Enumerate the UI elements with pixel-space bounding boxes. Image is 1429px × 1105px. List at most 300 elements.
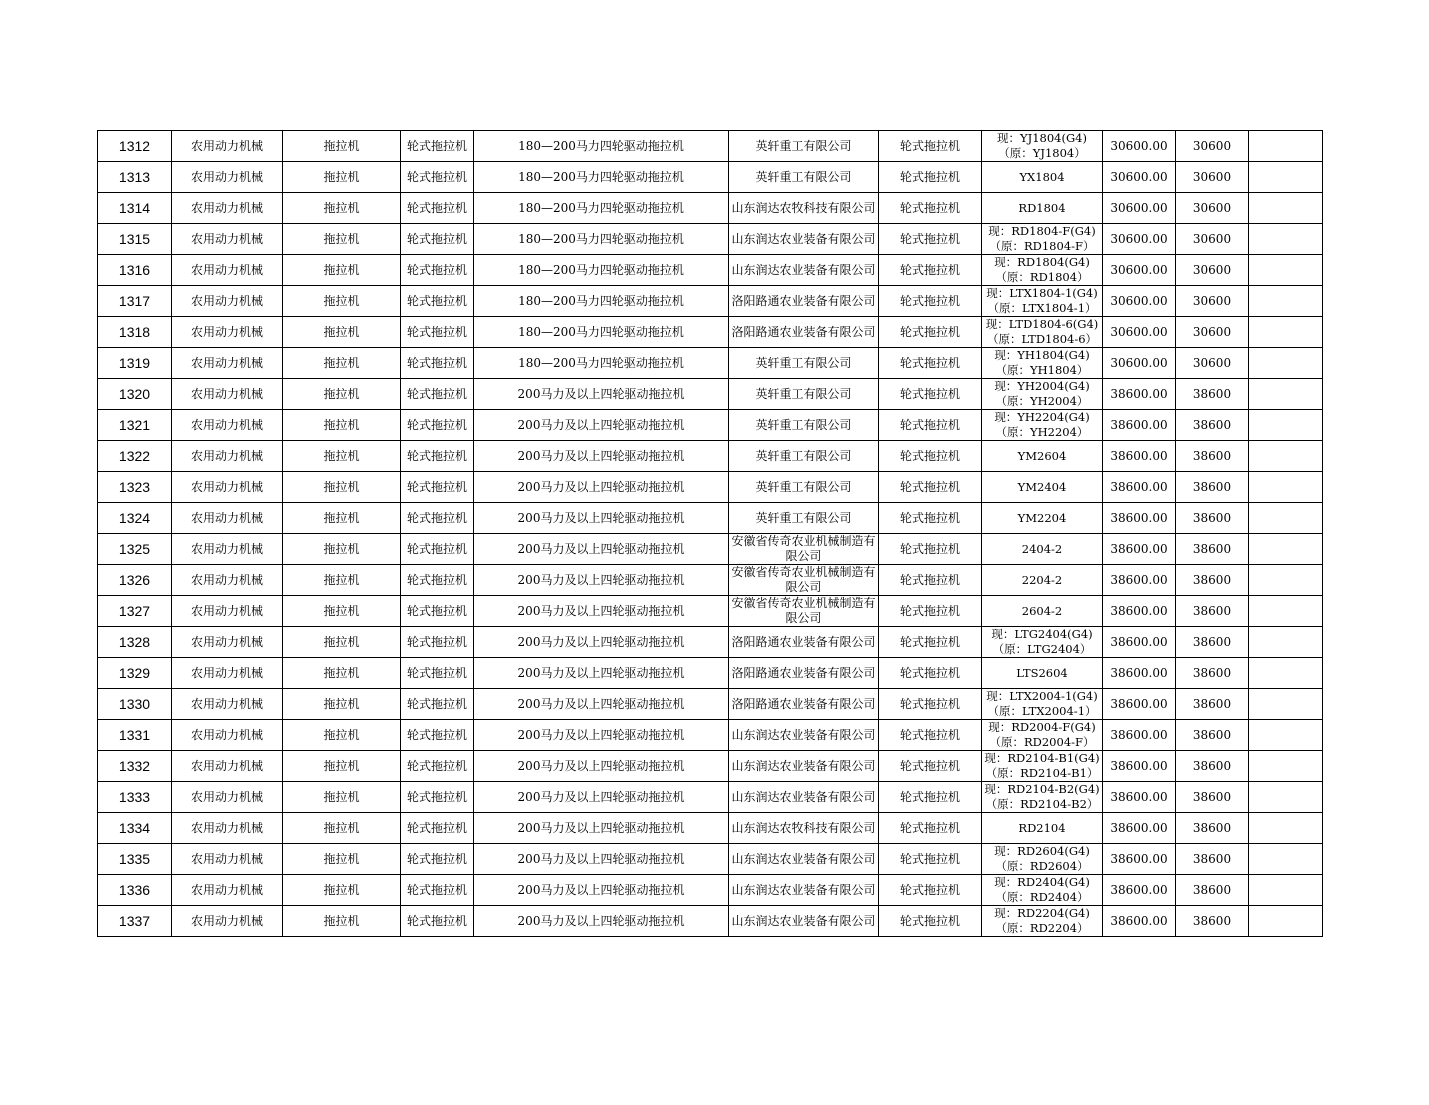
price-cell: 38600.00 — [1103, 720, 1176, 751]
type-cell: 拖拉机 — [283, 534, 401, 565]
price-cell: 30600.00 — [1103, 286, 1176, 317]
note-cell — [1249, 255, 1323, 286]
note-cell — [1249, 193, 1323, 224]
subtype-cell: 轮式拖拉机 — [401, 472, 474, 503]
table-row — [98, 782, 1323, 813]
row-number: 1321 — [98, 410, 172, 441]
product-cell: 轮式拖拉机 — [879, 689, 982, 720]
price-cell: 38600.00 — [1103, 534, 1176, 565]
model-cell — [982, 720, 1103, 751]
subsidy-cell: 38600 — [1176, 782, 1249, 813]
subtype-cell: 轮式拖拉机 — [401, 720, 474, 751]
model-cell — [982, 689, 1103, 720]
manufacturer-cell: 英轩重工有限公司 — [729, 131, 879, 162]
product-cell: 轮式拖拉机 — [879, 255, 982, 286]
model-line: （原：RD2104-B1） — [985, 766, 1099, 780]
row-number: 1312 — [98, 131, 172, 162]
model-line: 现：RD1804(G4) — [994, 255, 1090, 269]
category-cell: 农用动力机械 — [172, 379, 283, 410]
model-line: （原：LTG2404） — [992, 642, 1092, 656]
note-cell — [1249, 534, 1323, 565]
table-row — [98, 472, 1323, 503]
subsidy-cell: 38600 — [1176, 565, 1249, 596]
type-cell: 拖拉机 — [283, 565, 401, 596]
subsidy-cell: 38600 — [1176, 410, 1249, 441]
type-cell: 拖拉机 — [283, 193, 401, 224]
table-row — [98, 317, 1323, 348]
model-cell — [982, 627, 1103, 658]
subsidy-cell: 30600 — [1176, 131, 1249, 162]
model-line: 2604-2 — [1021, 603, 1063, 618]
type-cell: 拖拉机 — [283, 162, 401, 193]
table-row — [98, 875, 1323, 906]
model-line: 现：RD2404(G4) — [994, 875, 1090, 889]
category-cell: 农用动力机械 — [172, 162, 283, 193]
subsidy-cell: 38600 — [1176, 534, 1249, 565]
price-cell: 38600.00 — [1103, 906, 1176, 937]
subsidy-cell: 30600 — [1176, 162, 1249, 193]
model-line: （原：RD2004-F） — [989, 735, 1095, 749]
product-cell: 轮式拖拉机 — [879, 162, 982, 193]
row-number: 1326 — [98, 565, 172, 596]
price-cell: 38600.00 — [1103, 627, 1176, 658]
manufacturer-cell: 安徽省传奇农业机械制造有限公司 — [729, 596, 879, 627]
model-cell — [982, 844, 1103, 875]
price-cell: 38600.00 — [1103, 751, 1176, 782]
table-row — [98, 596, 1323, 627]
category-cell: 农用动力机械 — [172, 813, 283, 844]
subtype-cell: 轮式拖拉机 — [401, 348, 474, 379]
model-line: YM2604 — [1017, 448, 1067, 463]
model-cell — [982, 534, 1103, 565]
category-cell: 农用动力机械 — [172, 286, 283, 317]
model-cell — [982, 472, 1103, 503]
table-row — [98, 379, 1323, 410]
table-row — [98, 286, 1323, 317]
row-number: 1334 — [98, 813, 172, 844]
row-number: 1329 — [98, 658, 172, 689]
note-cell — [1249, 162, 1323, 193]
row-number: 1313 — [98, 162, 172, 193]
manufacturer-cell: 洛阳路通农业装备有限公司 — [729, 658, 879, 689]
note-cell — [1249, 627, 1323, 658]
row-number: 1332 — [98, 751, 172, 782]
category-cell: 农用动力机械 — [172, 472, 283, 503]
manufacturer-cell: 山东润达农牧科技有限公司 — [729, 813, 879, 844]
product-cell: 轮式拖拉机 — [879, 565, 982, 596]
category-cell: 农用动力机械 — [172, 441, 283, 472]
manufacturer-cell: 山东润达农业装备有限公司 — [729, 782, 879, 813]
row-number: 1317 — [98, 286, 172, 317]
product-cell: 轮式拖拉机 — [879, 472, 982, 503]
spec-cell: 200马力及以上四轮驱动拖拉机 — [474, 596, 729, 627]
price-cell: 30600.00 — [1103, 224, 1176, 255]
subtype-cell: 轮式拖拉机 — [401, 503, 474, 534]
spec-cell: 200马力及以上四轮驱动拖拉机 — [474, 875, 729, 906]
category-cell: 农用动力机械 — [172, 224, 283, 255]
subsidy-cell: 38600 — [1176, 813, 1249, 844]
model-cell — [982, 162, 1103, 193]
subsidy-cell: 38600 — [1176, 472, 1249, 503]
subsidy-cell: 38600 — [1176, 689, 1249, 720]
model-line: 现：RD1804-F(G4) — [988, 224, 1096, 238]
type-cell: 拖拉机 — [283, 131, 401, 162]
model-cell — [982, 565, 1103, 596]
table-row — [98, 565, 1323, 596]
model-line: 现：LTX2004-1(G4) — [986, 689, 1098, 703]
subtype-cell: 轮式拖拉机 — [401, 410, 474, 441]
row-number: 1316 — [98, 255, 172, 286]
spec-cell: 180—200马力四轮驱动拖拉机 — [474, 224, 729, 255]
price-cell: 38600.00 — [1103, 441, 1176, 472]
table-row — [98, 751, 1323, 782]
subtype-cell: 轮式拖拉机 — [401, 844, 474, 875]
spec-cell: 200马力及以上四轮驱动拖拉机 — [474, 503, 729, 534]
model-line: （原：LTX1804-1） — [987, 301, 1097, 315]
note-cell — [1249, 317, 1323, 348]
price-cell: 30600.00 — [1103, 255, 1176, 286]
note-cell — [1249, 441, 1323, 472]
type-cell: 拖拉机 — [283, 472, 401, 503]
table-row — [98, 689, 1323, 720]
model-cell — [982, 317, 1103, 348]
manufacturer-cell: 山东润达农业装备有限公司 — [729, 751, 879, 782]
row-number: 1324 — [98, 503, 172, 534]
subtype-cell: 轮式拖拉机 — [401, 627, 474, 658]
spec-cell: 180—200马力四轮驱动拖拉机 — [474, 255, 729, 286]
manufacturer-cell: 英轩重工有限公司 — [729, 379, 879, 410]
note-cell — [1249, 751, 1323, 782]
row-number: 1319 — [98, 348, 172, 379]
model-line: （原：RD1804-F） — [989, 239, 1095, 253]
type-cell: 拖拉机 — [283, 317, 401, 348]
manufacturer-cell: 洛阳路通农业装备有限公司 — [729, 689, 879, 720]
product-cell: 轮式拖拉机 — [879, 813, 982, 844]
model-line: LTS2604 — [1016, 665, 1068, 680]
row-number: 1337 — [98, 906, 172, 937]
price-cell: 38600.00 — [1103, 410, 1176, 441]
type-cell: 拖拉机 — [283, 720, 401, 751]
product-cell: 轮式拖拉机 — [879, 906, 982, 937]
model-line: YM2204 — [1017, 510, 1067, 525]
type-cell: 拖拉机 — [283, 813, 401, 844]
table-row — [98, 534, 1323, 565]
price-cell: 38600.00 — [1103, 782, 1176, 813]
model-line: 2404-2 — [1021, 541, 1063, 556]
manufacturer-cell: 山东润达农业装备有限公司 — [729, 844, 879, 875]
note-cell — [1249, 131, 1323, 162]
manufacturer-cell: 山东润达农业装备有限公司 — [729, 875, 879, 906]
note-cell — [1249, 472, 1323, 503]
category-cell: 农用动力机械 — [172, 410, 283, 441]
table-row — [98, 441, 1323, 472]
row-number: 1318 — [98, 317, 172, 348]
note-cell — [1249, 348, 1323, 379]
row-number: 1325 — [98, 534, 172, 565]
subtype-cell: 轮式拖拉机 — [401, 751, 474, 782]
model-cell — [982, 441, 1103, 472]
table-row — [98, 503, 1323, 534]
subsidy-cell: 38600 — [1176, 627, 1249, 658]
note-cell — [1249, 596, 1323, 627]
manufacturer-cell: 洛阳路通农业装备有限公司 — [729, 627, 879, 658]
model-line: （原：YH2204） — [995, 425, 1089, 439]
model-line: 现：YH2004(G4) — [994, 379, 1090, 393]
category-cell: 农用动力机械 — [172, 875, 283, 906]
product-cell: 轮式拖拉机 — [879, 503, 982, 534]
type-cell: 拖拉机 — [283, 596, 401, 627]
note-cell — [1249, 224, 1323, 255]
note-cell — [1249, 503, 1323, 534]
manufacturer-cell: 英轩重工有限公司 — [729, 472, 879, 503]
model-line: 现：RD2104-B2(G4) — [984, 782, 1100, 796]
category-cell: 农用动力机械 — [172, 255, 283, 286]
subsidy-cell: 38600 — [1176, 720, 1249, 751]
category-cell: 农用动力机械 — [172, 751, 283, 782]
spec-cell: 200马力及以上四轮驱动拖拉机 — [474, 565, 729, 596]
subtype-cell: 轮式拖拉机 — [401, 162, 474, 193]
product-cell: 轮式拖拉机 — [879, 751, 982, 782]
note-cell — [1249, 286, 1323, 317]
note-cell — [1249, 720, 1323, 751]
table-row — [98, 844, 1323, 875]
subsidy-cell: 30600 — [1176, 224, 1249, 255]
manufacturer-cell: 英轩重工有限公司 — [729, 503, 879, 534]
spec-cell: 180—200马力四轮驱动拖拉机 — [474, 286, 729, 317]
table-row — [98, 720, 1323, 751]
model-line: （原：RD2104-B2） — [985, 797, 1099, 811]
row-number: 1320 — [98, 379, 172, 410]
spec-cell: 200马力及以上四轮驱动拖拉机 — [474, 720, 729, 751]
manufacturer-cell: 洛阳路通农业装备有限公司 — [729, 286, 879, 317]
product-cell: 轮式拖拉机 — [879, 441, 982, 472]
product-cell: 轮式拖拉机 — [879, 317, 982, 348]
product-cell: 轮式拖拉机 — [879, 410, 982, 441]
category-cell: 农用动力机械 — [172, 534, 283, 565]
category-cell: 农用动力机械 — [172, 503, 283, 534]
row-number: 1331 — [98, 720, 172, 751]
model-line: 现：LTG2404(G4) — [991, 627, 1093, 641]
table-body — [98, 131, 1323, 937]
manufacturer-cell: 山东润达农业装备有限公司 — [729, 906, 879, 937]
subtype-cell: 轮式拖拉机 — [401, 813, 474, 844]
model-line: 现：RD2204(G4) — [994, 906, 1090, 920]
note-cell — [1249, 410, 1323, 441]
spec-cell: 200马力及以上四轮驱动拖拉机 — [474, 782, 729, 813]
product-cell: 轮式拖拉机 — [879, 131, 982, 162]
spec-cell: 180—200马力四轮驱动拖拉机 — [474, 162, 729, 193]
subsidy-cell: 30600 — [1176, 348, 1249, 379]
product-cell: 轮式拖拉机 — [879, 875, 982, 906]
price-cell: 38600.00 — [1103, 844, 1176, 875]
subtype-cell: 轮式拖拉机 — [401, 379, 474, 410]
row-number: 1333 — [98, 782, 172, 813]
model-line: RD1804 — [1018, 200, 1066, 215]
spec-cell: 180—200马力四轮驱动拖拉机 — [474, 348, 729, 379]
row-number: 1322 — [98, 441, 172, 472]
subtype-cell: 轮式拖拉机 — [401, 565, 474, 596]
model-cell — [982, 193, 1103, 224]
note-cell — [1249, 658, 1323, 689]
subtype-cell: 轮式拖拉机 — [401, 441, 474, 472]
table-row — [98, 658, 1323, 689]
row-number: 1323 — [98, 472, 172, 503]
model-cell — [982, 224, 1103, 255]
subtype-cell: 轮式拖拉机 — [401, 596, 474, 627]
price-cell: 38600.00 — [1103, 472, 1176, 503]
spec-cell: 200马力及以上四轮驱动拖拉机 — [474, 379, 729, 410]
model-cell — [982, 255, 1103, 286]
model-line: （原：YH1804） — [995, 363, 1089, 377]
subtype-cell: 轮式拖拉机 — [401, 782, 474, 813]
product-cell: 轮式拖拉机 — [879, 286, 982, 317]
manufacturer-cell: 洛阳路通农业装备有限公司 — [729, 317, 879, 348]
category-cell: 农用动力机械 — [172, 844, 283, 875]
model-line: 现：YJ1804(G4) — [997, 131, 1087, 145]
table-row — [98, 627, 1323, 658]
subtype-cell: 轮式拖拉机 — [401, 131, 474, 162]
note-cell — [1249, 379, 1323, 410]
category-cell: 农用动力机械 — [172, 193, 283, 224]
subsidy-cell: 30600 — [1176, 286, 1249, 317]
model-cell — [982, 131, 1103, 162]
type-cell: 拖拉机 — [283, 441, 401, 472]
spec-cell: 200马力及以上四轮驱动拖拉机 — [474, 658, 729, 689]
subsidy-cell: 38600 — [1176, 658, 1249, 689]
type-cell: 拖拉机 — [283, 348, 401, 379]
model-line: （原：LTD1804-6） — [986, 332, 1098, 346]
subsidy-cell: 38600 — [1176, 906, 1249, 937]
price-cell: 38600.00 — [1103, 379, 1176, 410]
table-row — [98, 193, 1323, 224]
category-cell: 农用动力机械 — [172, 782, 283, 813]
model-cell — [982, 658, 1103, 689]
subsidy-cell: 38600 — [1176, 844, 1249, 875]
product-cell: 轮式拖拉机 — [879, 627, 982, 658]
price-cell: 38600.00 — [1103, 596, 1176, 627]
manufacturer-cell: 安徽省传奇农业机械制造有限公司 — [729, 565, 879, 596]
subtype-cell: 轮式拖拉机 — [401, 689, 474, 720]
subtype-cell: 轮式拖拉机 — [401, 534, 474, 565]
subsidy-cell: 38600 — [1176, 379, 1249, 410]
model-line: 2204-2 — [1021, 572, 1063, 587]
subtype-cell: 轮式拖拉机 — [401, 875, 474, 906]
spec-cell: 200马力及以上四轮驱动拖拉机 — [474, 410, 729, 441]
row-number: 1336 — [98, 875, 172, 906]
model-line: （原：RD2604） — [995, 859, 1089, 873]
spec-cell: 200马力及以上四轮驱动拖拉机 — [474, 906, 729, 937]
table-row — [98, 348, 1323, 379]
type-cell: 拖拉机 — [283, 875, 401, 906]
manufacturer-cell: 山东润达农业装备有限公司 — [729, 720, 879, 751]
table-row — [98, 131, 1323, 162]
type-cell: 拖拉机 — [283, 751, 401, 782]
note-cell — [1249, 813, 1323, 844]
model-cell — [982, 751, 1103, 782]
subtype-cell: 轮式拖拉机 — [401, 658, 474, 689]
type-cell: 拖拉机 — [283, 286, 401, 317]
model-cell — [982, 782, 1103, 813]
subtype-cell: 轮式拖拉机 — [401, 286, 474, 317]
type-cell: 拖拉机 — [283, 689, 401, 720]
manufacturer-cell: 山东润达农牧科技有限公司 — [729, 193, 879, 224]
price-cell: 30600.00 — [1103, 317, 1176, 348]
model-line: RD2104 — [1018, 820, 1066, 835]
note-cell — [1249, 906, 1323, 937]
model-line: 现：YH2204(G4) — [994, 410, 1090, 424]
model-cell — [982, 410, 1103, 441]
type-cell: 拖拉机 — [283, 379, 401, 410]
row-number: 1327 — [98, 596, 172, 627]
category-cell: 农用动力机械 — [172, 689, 283, 720]
model-line: （原：RD2204） — [995, 921, 1089, 935]
spec-cell: 200马力及以上四轮驱动拖拉机 — [474, 472, 729, 503]
model-line: （原：LTX2004-1） — [987, 704, 1097, 718]
row-number: 1335 — [98, 844, 172, 875]
type-cell: 拖拉机 — [283, 906, 401, 937]
price-cell: 38600.00 — [1103, 565, 1176, 596]
product-cell: 轮式拖拉机 — [879, 534, 982, 565]
price-cell: 38600.00 — [1103, 689, 1176, 720]
category-cell: 农用动力机械 — [172, 131, 283, 162]
table-row — [98, 162, 1323, 193]
row-number: 1315 — [98, 224, 172, 255]
price-cell: 30600.00 — [1103, 193, 1176, 224]
category-cell: 农用动力机械 — [172, 627, 283, 658]
spec-cell: 180—200马力四轮驱动拖拉机 — [474, 317, 729, 348]
subtype-cell: 轮式拖拉机 — [401, 906, 474, 937]
model-line: （原：RD2404） — [995, 890, 1089, 904]
product-cell: 轮式拖拉机 — [879, 658, 982, 689]
subsidy-table — [97, 130, 1323, 937]
category-cell: 农用动力机械 — [172, 565, 283, 596]
note-cell — [1249, 689, 1323, 720]
manufacturer-cell: 英轩重工有限公司 — [729, 162, 879, 193]
category-cell: 农用动力机械 — [172, 596, 283, 627]
category-cell: 农用动力机械 — [172, 348, 283, 379]
price-cell: 38600.00 — [1103, 503, 1176, 534]
row-number: 1328 — [98, 627, 172, 658]
spec-cell: 200马力及以上四轮驱动拖拉机 — [474, 844, 729, 875]
model-cell — [982, 286, 1103, 317]
model-line: 现：YH1804(G4) — [994, 348, 1090, 362]
table-row — [98, 224, 1323, 255]
subtype-cell: 轮式拖拉机 — [401, 255, 474, 286]
subsidy-cell: 38600 — [1176, 441, 1249, 472]
price-cell: 30600.00 — [1103, 348, 1176, 379]
type-cell: 拖拉机 — [283, 627, 401, 658]
table-row — [98, 813, 1323, 844]
manufacturer-cell: 山东润达农业装备有限公司 — [729, 255, 879, 286]
model-line: 现：RD2004-F(G4) — [988, 720, 1096, 734]
note-cell — [1249, 565, 1323, 596]
category-cell: 农用动力机械 — [172, 906, 283, 937]
category-cell: 农用动力机械 — [172, 317, 283, 348]
spec-cell: 200马力及以上四轮驱动拖拉机 — [474, 689, 729, 720]
subtype-cell: 轮式拖拉机 — [401, 224, 474, 255]
manufacturer-cell: 英轩重工有限公司 — [729, 348, 879, 379]
manufacturer-cell: 安徽省传奇农业机械制造有限公司 — [729, 534, 879, 565]
type-cell: 拖拉机 — [283, 782, 401, 813]
subsidy-cell: 30600 — [1176, 193, 1249, 224]
model-line: YM2404 — [1017, 479, 1067, 494]
subsidy-cell: 30600 — [1176, 255, 1249, 286]
row-number: 1330 — [98, 689, 172, 720]
row-number: 1314 — [98, 193, 172, 224]
model-line: （原：RD1804） — [995, 270, 1089, 284]
subtype-cell: 轮式拖拉机 — [401, 317, 474, 348]
model-line: （原：YH2004） — [995, 394, 1089, 408]
